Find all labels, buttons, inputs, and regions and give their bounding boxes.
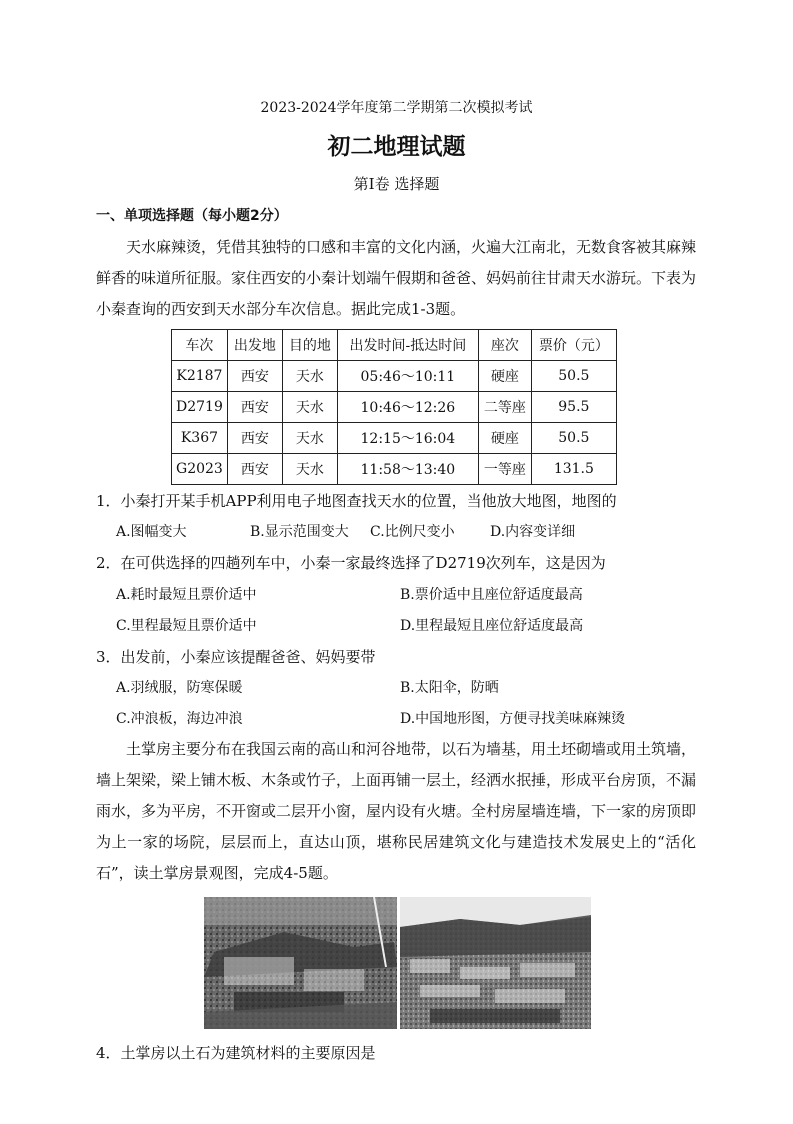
- table-cell: K367: [172, 423, 228, 454]
- question-1-option-d: D.内容变详细: [490, 524, 576, 540]
- table-cell: 12:15～16:04: [337, 423, 478, 454]
- table-cell: 西安: [227, 454, 282, 485]
- table-cell: 硬座: [478, 361, 531, 392]
- question-3-option-b: B.太阳伞，防晒: [400, 680, 499, 696]
- table-cell: 50.5: [531, 361, 616, 392]
- passage-2-text: 土掌房主要分布在我国云南的高山和河谷地带，以石为墙基，用土坯砌墙或用土筑墙，墙上架梁，梁上铺木板、木条或竹子，上面再铺一层土，经洒水抿捶，形成平台房顶，不漏雨水，多为平房，不开窗或二层开小窗，屋内设有火塘。全村房屋墙连墙，下一家的房顶即为上一家的场院，层层而上，直达山顶，堪称民居建筑文化与建造技术发展史上的“活化石”，读土掌房景观图，完成4-5题。: [96, 740, 697, 882]
- table-cell: 天水: [282, 423, 337, 454]
- table-cell: 二等座: [478, 392, 531, 423]
- table-cell: 131.5: [531, 454, 616, 485]
- question-1-option-b: B.显示范围变大: [250, 524, 349, 540]
- question-1-option-c: C.比例尺变小: [370, 524, 455, 540]
- table-cell: 天水: [282, 454, 337, 485]
- question-3-option-d: D.中国地形图，方便寻找美味麻辣烫: [400, 711, 626, 727]
- question-3-option-a: A.羽绒服，防寒保暖: [116, 680, 243, 696]
- col-header: 目的地: [282, 330, 337, 361]
- table-cell: 95.5: [531, 392, 616, 423]
- table-cell: 11:58～13:40: [337, 454, 478, 485]
- table-row: [172, 423, 617, 454]
- tuzhang-house-photo-right: [400, 897, 591, 1029]
- question-1-option-a: A.图幅变大: [116, 524, 187, 540]
- table-cell: 西安: [227, 392, 282, 423]
- question-2-option-b: B.票价适中且座位舒适度最高: [400, 587, 583, 603]
- table-cell: 05:46～10:11: [337, 361, 478, 392]
- table-cell: D2719: [172, 392, 228, 423]
- col-header: 出发地: [227, 330, 282, 361]
- question-3-option-c: C.冲浪板，海边冲浪: [116, 711, 243, 727]
- question-1-stem: 1．小秦打开某手机APP利用电子地图查找天水的位置，当他放大地图，地图的: [96, 492, 617, 510]
- table-cell: G2023: [172, 454, 228, 485]
- table-cell: 天水: [282, 361, 337, 392]
- question-3-stem: 3．出发前，小秦应该提醒爸爸、妈妈要带: [96, 648, 376, 666]
- table-cell: 一等座: [478, 454, 531, 485]
- train-schedule-table: [171, 329, 617, 485]
- table-row: [172, 454, 617, 485]
- question-2-option-d: D.里程最短且座位舒适度最高: [400, 618, 584, 634]
- passage-1: [96, 232, 696, 325]
- exam-year: 2023-2024学年度第二学期第二次模拟考试: [260, 100, 533, 116]
- col-header: 票价（元）: [531, 330, 616, 361]
- table-header-row: [172, 330, 617, 361]
- col-header: 出发时间-抵达时间: [337, 330, 478, 361]
- col-header: 座次: [478, 330, 531, 361]
- question-2-option-a: A.耗时最短且票价适中: [116, 587, 257, 603]
- tuzhang-house-photo-left: [204, 897, 397, 1029]
- question-4-stem: 4．土掌房以土石为建筑材料的主要原因是: [96, 1044, 376, 1062]
- table-cell: 10:46～12:26: [337, 392, 478, 423]
- table-cell: 硬座: [478, 423, 531, 454]
- table-row: [172, 392, 617, 423]
- col-header: 车次: [172, 330, 228, 361]
- passage-2: [96, 734, 696, 889]
- table-cell: 西安: [227, 423, 282, 454]
- section-heading: 一、单项选择题（每小题2分）: [96, 208, 288, 224]
- table-cell: 天水: [282, 392, 337, 423]
- question-2-stem: 2．在可供选择的四趟列车中，小秦一家最终选择了D2719次列车，这是因为: [96, 554, 606, 572]
- table-cell: K2187: [172, 361, 228, 392]
- table-cell: 50.5: [531, 423, 616, 454]
- volume-title: 第I卷 选择题: [353, 175, 440, 193]
- exam-title: 初二地理试题: [327, 133, 466, 160]
- question-2-option-c: C.里程最短且票价适中: [116, 618, 257, 634]
- table-row: [172, 361, 617, 392]
- table-cell: 西安: [227, 361, 282, 392]
- passage-1-text: 天水麻辣烫，凭借其独特的口感和丰富的文化内涵，火遍大江南北，无数食客被其麻辣鲜香的味道所征服。家住西安的小秦计划端午假期和爸爸、妈妈前往甘肃天水游玩。下表为小秦查询的西安到天水部分车次信息。据此完成1-3题。: [96, 238, 697, 318]
